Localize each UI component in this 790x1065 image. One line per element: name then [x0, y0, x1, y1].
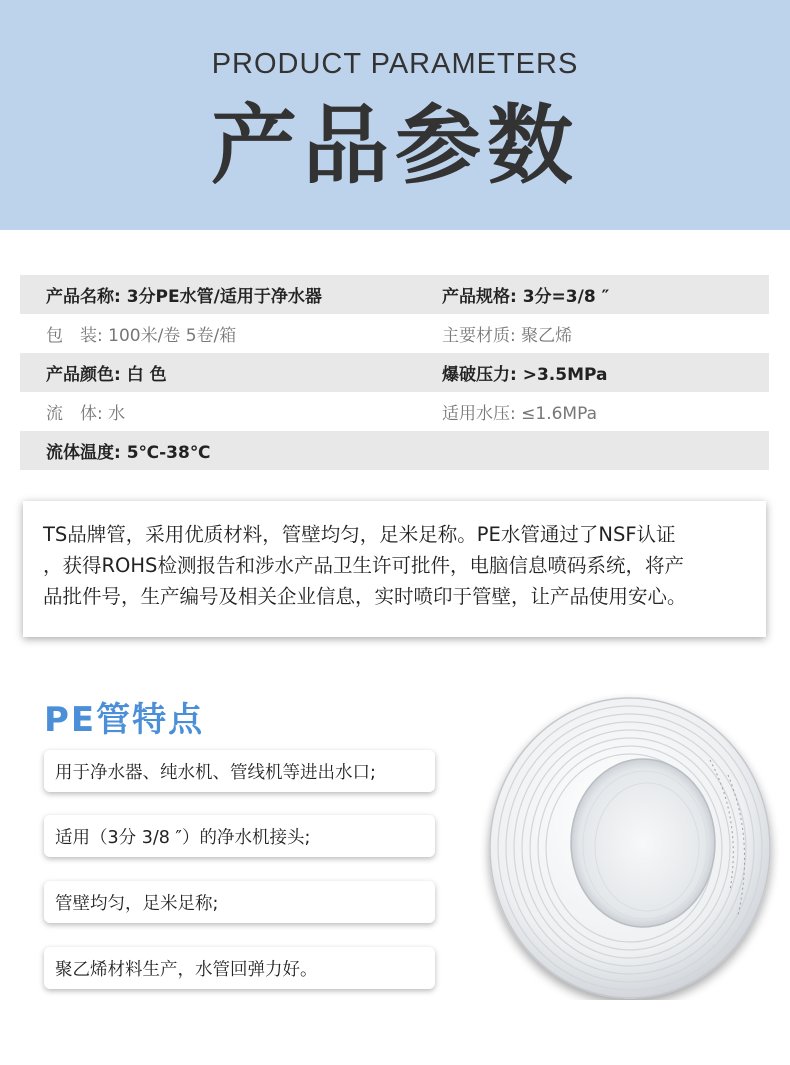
features-title: PE管特点	[44, 700, 205, 740]
hero-banner	[0, 0, 790, 230]
param-fluid-temperature: 流体温度: 5℃-38℃	[46, 443, 211, 463]
coil-hole	[571, 759, 715, 927]
hero-title-cn: 产品参数	[211, 96, 579, 196]
pe-tube-coil-image	[480, 680, 780, 1000]
param-row	[20, 275, 769, 314]
feature-item: 适用（3分 3/8 ″）的净水机接头;	[44, 815, 435, 857]
feature-item: 用于净水器、纯水机、管线机等进出水口;	[44, 750, 435, 792]
feature-item: 聚乙烯材料生产，水管回弹力好。	[44, 947, 435, 989]
param-row	[20, 314, 769, 353]
description-line: ，获得ROHS检测报告和涉水产品卫生许可批件，电脑信息喷码系统，将产	[43, 554, 684, 577]
description-card	[23, 501, 766, 637]
description-line: 品批件号，生产编号及相关企业信息，实时喷印于管壁，让产品使用安心。	[43, 585, 687, 608]
param-fluid: 流 体: 水	[46, 404, 126, 424]
param-row	[20, 392, 769, 431]
param-spec: 产品规格: 3分=3/8 ″	[442, 287, 610, 307]
param-row	[20, 353, 769, 392]
feature-item: 管壁均匀，足米足称;	[44, 881, 435, 923]
param-color: 产品颜色: 白 色	[46, 365, 167, 385]
param-name: 产品名称: 3分PE水管/适用于净水器	[46, 287, 322, 307]
parameter-table	[20, 275, 769, 470]
description-line: TS品牌管，采用优质材料，管壁均匀，足米足称。PE水管通过了NSF认证	[43, 523, 676, 546]
param-water-pressure: 适用水压: ≤1.6MPa	[442, 404, 597, 424]
param-row	[20, 431, 769, 470]
param-burst-pressure: 爆破压力: >3.5MPa	[442, 365, 608, 385]
param-packaging: 包 装: 100米/卷 5卷/箱	[46, 326, 237, 346]
hero-title-en: PRODUCT PARAMETERS	[211, 48, 579, 80]
param-material: 主要材质: 聚乙烯	[442, 326, 573, 346]
